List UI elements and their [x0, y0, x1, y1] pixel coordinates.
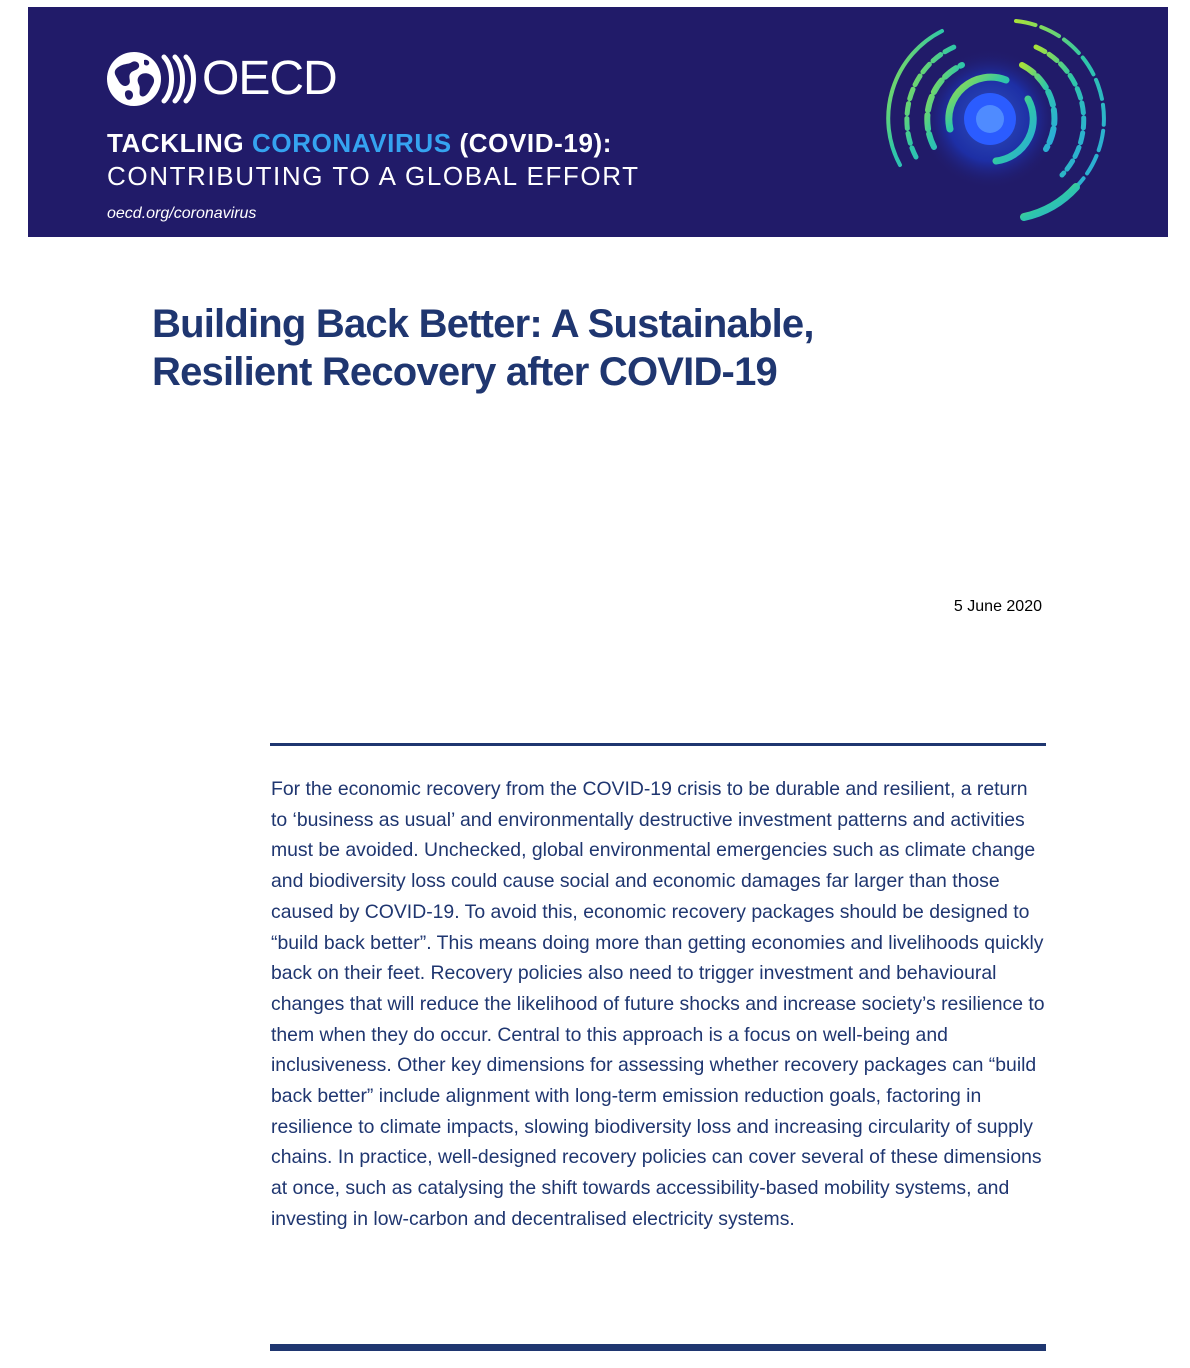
title-line-1: Building Back Better: A Sustainable, [152, 302, 814, 346]
abstract-bottom-rule [270, 1344, 1046, 1351]
document-title [152, 300, 1052, 396]
covid-rings-emblem [846, 7, 1136, 237]
globe-icon [106, 51, 162, 107]
abstract-top-rule [270, 743, 1046, 746]
tagline-prefix: TACKLING [107, 128, 253, 158]
banner-url-link[interactable]: oecd.org/coronavirus [107, 205, 257, 222]
header-banner [28, 7, 1168, 237]
oecd-logo[interactable] [106, 51, 337, 107]
publication-date: 5 June 2020 [953, 598, 1042, 615]
title-line-2: Resilient Recovery after COVID-19 [152, 350, 777, 394]
oecd-wordmark: OECD [202, 52, 337, 105]
tagline-suffix: (COVID-19): [451, 128, 613, 158]
banner-tagline [107, 128, 612, 159]
banner-subtitle: CONTRIBUTING TO A GLOBAL EFFORT [107, 161, 640, 191]
abstract-paragraph: For the economic recovery from the COVID-19 crisis to be durable and resilient, a return to ‘business as usual’ and environmentally destructive investment patterns and activities must be avoided. Unchecked, global environmental emergencies such as climate change and biodiversity loss could cause social and economic damages far larger than those caused by COVID-19. To avoid this, economic recovery packages should be designed to “build back better”. This means doing more than getting economies and livelihoods quickly back on their feet. Recovery policies also need to trigger investment and behavioural changes that will reduce the likelihood of future shocks and increase society’s resilience to them when they do occur. Central to this approach is a focus on well-being and inclusiveness. Other key dimensions for assessing whether recovery packages can “build back better” include alignment with long-term emission reduction goals, factoring in resilience to climate impacts, slowing biodiversity loss and increasing circularity of supply chains. In practice, well-designed recovery policies can cover several of these dimensions at once, such as catalysing the shift towards accessibility-based mobility systems, and investing in low-carbon and decentralised electricity systems. [271, 778, 1045, 1230]
tagline-highlight: CORONAVIRUS [252, 128, 452, 158]
chevrons-icon [160, 51, 200, 107]
